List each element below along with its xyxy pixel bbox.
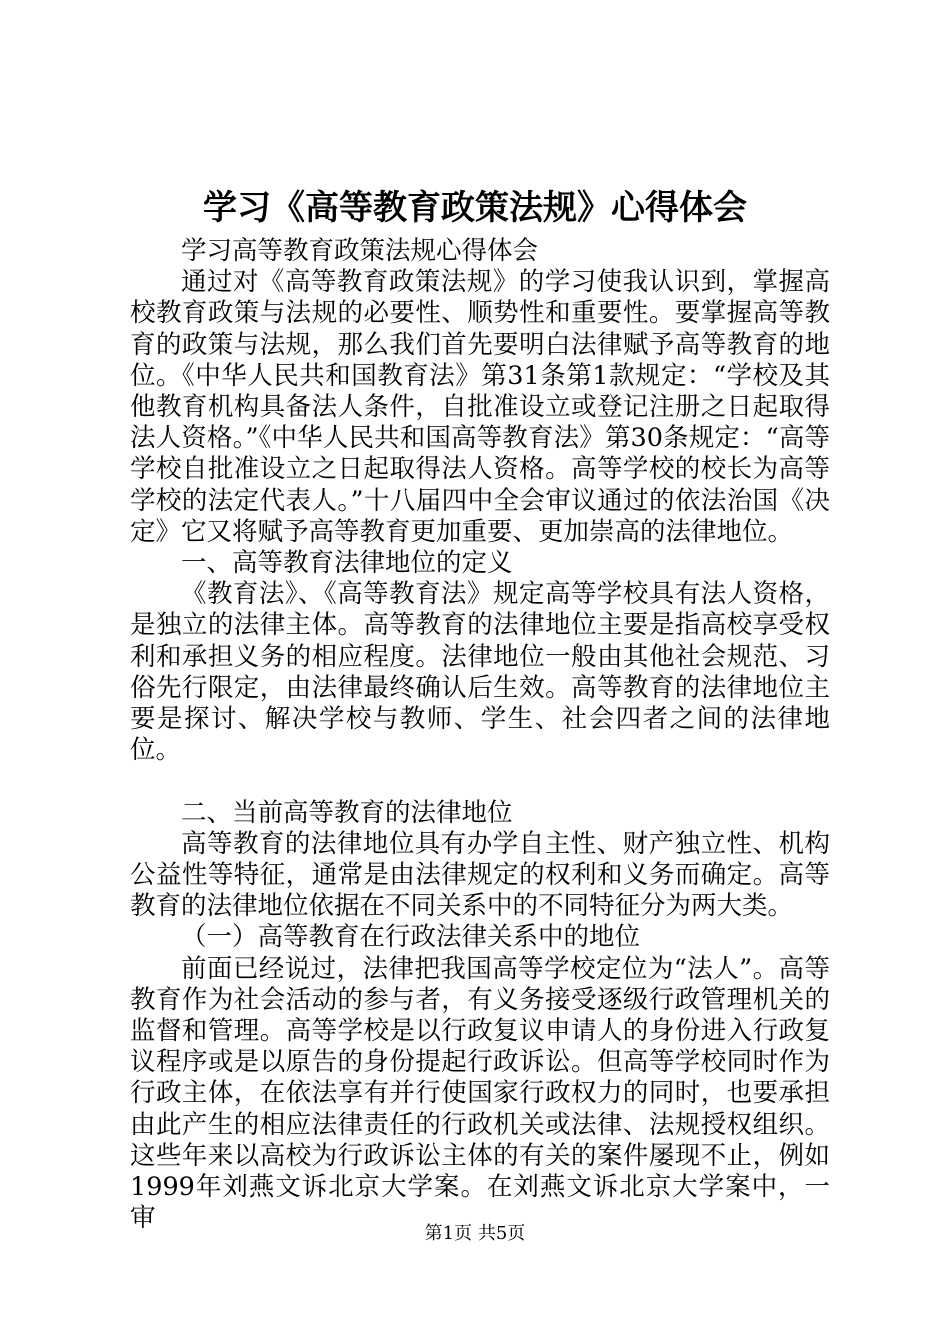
subtitle-paragraph: 学习高等教育政策法规心得体会 [181, 236, 539, 266]
intro-paragraph: 通过对《高等教育政策法规》的学习使我认识到，掌握高校教育政策与法规的必要性、顺势性和重要性。要掌握高等教育的政策与法规，那么我们首先要明白法律赋予高等教育的地位。《中华人民共和国教育法》第31条第1款规定：“学校及其他教育机构具备法人条件，自批准设立或登记注册之日起取得法人资格。”《中华人民共和国高等教育法》第30条规定：“高等学校自批准设立之日起取得法人资格。高等学校的校长为高等学校的法定代表人。”十八届四中全会审议通过的依法治国《决定》它又将赋予高等教育更加重要、更加崇高的法律地位。 [130, 267, 830, 547]
section-2-paragraph: 高等教育的法律地位具有办学自主性、财产独立性、机构公益性等特征，通常是由法律规定的权利和义务而确定。高等教育的法律地位依据在不同关系中的不同特征分为两大类。 [130, 828, 830, 922]
section-heading-2: 二、当前高等教育的法律地位 [181, 797, 513, 828]
paragraph-spacer [130, 766, 830, 797]
section-1-paragraph: 《教育法》、《高等教育法》规定高等学校具有法人资格，是独立的法律主体。高等教育的法律地位主要是指高校享受权利和承担义务的相应程度。法律地位一般由其他社会规范、习俗先行限定，由法律最终确认后生效。高等教育的法律地位主要是探讨、解决学校与教师、学生、社会四者之间的法律地位。 [130, 579, 830, 766]
subsection-heading-1: （一）高等教育在行政法律关系中的地位 [181, 922, 641, 953]
document-body [130, 236, 830, 1234]
subsection-1-paragraph: 前面已经说过，法律把我国高等学校定位为“法人”。高等教育作为社会活动的参与者，有义务接受逐级行政管理机关的监督和管理。高等学校是以行政复议申请人的身份进入行政复议程序或是以原告的身份提起行政诉讼。但高等学校同时作为行政主体，在依法享有并行使国家行政权力的同时，也要承担由此产生的相应法律责任的行政机关或法律、法规授权组织。这些年来以高校为行政诉讼主体的有关的案件屡现不止，例如1999年刘燕文诉北京大学案。在刘燕文诉北京大学案中，一审 [130, 953, 830, 1234]
section-heading-1: 一、高等教育法律地位的定义 [181, 548, 513, 579]
document-title: 学习《高等教育政策法规》心得体会 [203, 188, 747, 228]
page-footer: 第1页 共5页 [424, 1223, 526, 1244]
